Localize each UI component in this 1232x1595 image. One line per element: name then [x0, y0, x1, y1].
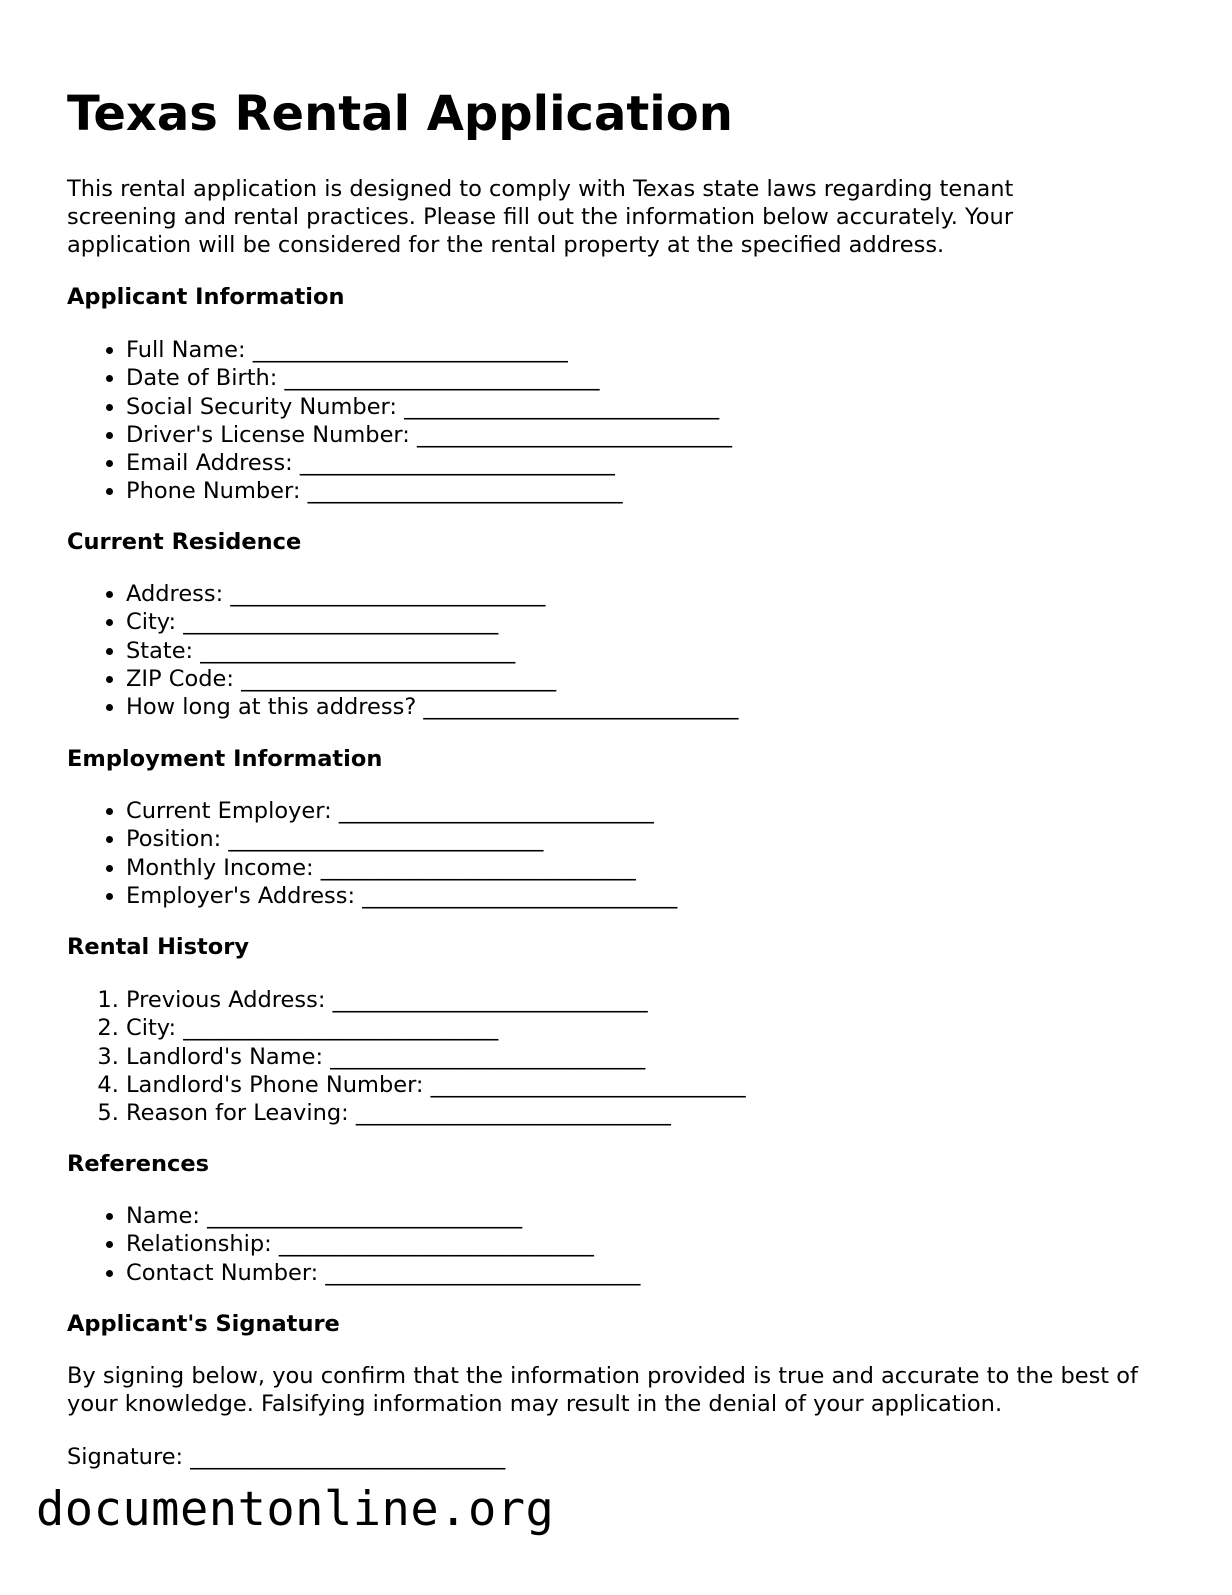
list-item-position: • Position: ____________________________ [126, 825, 677, 853]
list-item-date-of-birth: • Date of Birth: ____________________________ [126, 364, 732, 392]
watermark: documentonline.org [36, 1482, 555, 1537]
employment-information-list [67, 797, 677, 910]
list-item-email: • Email Address: ____________________________ [126, 449, 732, 477]
list-item-relationship: • Relationship: ____________________________ [126, 1230, 640, 1258]
applicant-information-list [67, 336, 732, 506]
list-item-monthly-income: • Monthly Income: ____________________________ [126, 854, 677, 882]
list-item-state: • State: ____________________________ [126, 637, 738, 665]
rental-history-heading: Rental History [67, 934, 249, 960]
list-item-phone: • Phone Number: ____________________________ [126, 477, 732, 505]
list-item-reason-for-leaving: 5. Reason for Leaving: ____________________________ [126, 1099, 746, 1127]
list-item-drivers-license: • Driver's License Number: ____________________________ [126, 421, 732, 449]
list-item-address: • Address: ____________________________ [126, 580, 738, 608]
list-item-full-name: • Full Name: ____________________________ [126, 336, 732, 364]
signature-heading: Applicant's Signature [67, 1311, 340, 1337]
list-item-ssn: • Social Security Number: ____________________________ [126, 393, 732, 421]
signature-line: Signature: ____________________________ [67, 1444, 506, 1470]
list-item-previous-city: 2. City: ____________________________ [126, 1014, 746, 1042]
list-item-reference-name: • Name: ____________________________ [126, 1202, 640, 1230]
intro-paragraph: This rental application is designed to comply with Texas state laws regarding tenant screening and rental practices. Please fill out the information below accurately. Your application will be considered for the rental property at the specified address. [67, 176, 1014, 259]
list-item-landlord-name: 3. Landlord's Name: ____________________________ [126, 1043, 746, 1071]
list-item-current-employer: • Current Employer: ____________________________ [126, 797, 677, 825]
applicant-information-heading: Applicant Information [67, 284, 345, 310]
current-residence-list [67, 580, 738, 721]
document-title: Texas Rental Application [67, 86, 733, 142]
signature-statement: By signing below, you confirm that the information provided is true and accurate to the best of your knowledge. Falsifying information may result in the denial of your application. [67, 1363, 1138, 1418]
list-item-how-long: • How long at this address? ____________________________ [126, 693, 738, 721]
list-item-city: • City: ____________________________ [126, 608, 738, 636]
employment-information-heading: Employment Information [67, 746, 383, 772]
list-item-contact-number: • Contact Number: ____________________________ [126, 1259, 640, 1287]
list-item-zip: • ZIP Code: ____________________________ [126, 665, 738, 693]
references-list [67, 1202, 640, 1287]
current-residence-heading: Current Residence [67, 529, 302, 555]
list-item-landlord-phone: 4. Landlord's Phone Number: ____________________________ [126, 1071, 746, 1099]
list-item-employer-address: • Employer's Address: ____________________________ [126, 882, 677, 910]
list-item-previous-address: 1. Previous Address: ____________________________ [126, 986, 746, 1014]
rental-history-list [67, 986, 746, 1127]
references-heading: References [67, 1151, 209, 1177]
